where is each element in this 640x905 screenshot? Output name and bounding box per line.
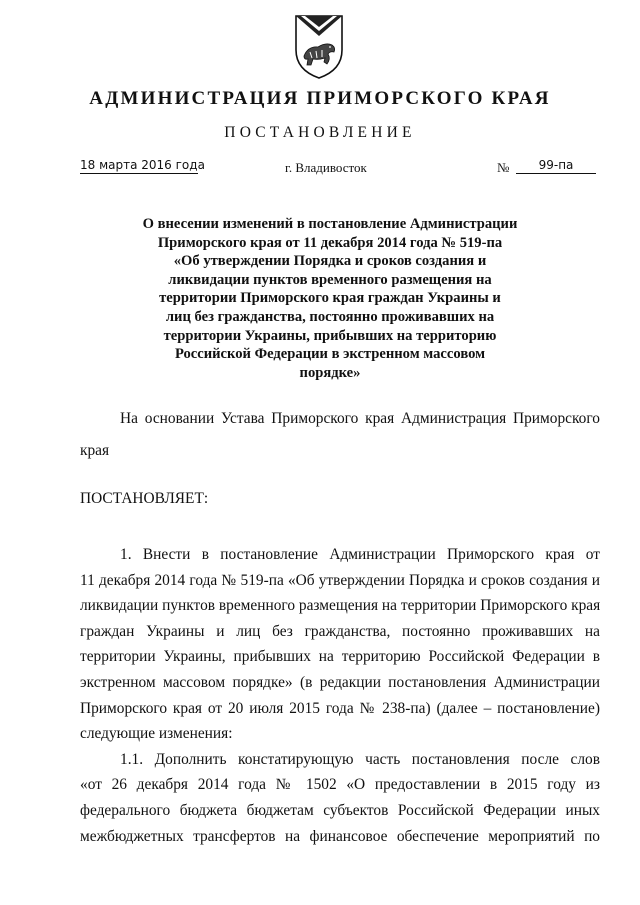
paragraph-line: Приморского края от 20 июля 2015 года № 238-па) (далее – постановление) [80, 699, 600, 717]
document-number-label: № [497, 160, 510, 175]
paragraph-line: 11 декабря 2014 года № 519-па «Об утверждении Порядка и сроков создания и [80, 571, 600, 589]
heading-line: ликвидации пунктов временного размещения на [168, 271, 492, 288]
paragraph-line: следующие изменения: [80, 725, 233, 743]
heading-line: территории Украины, прибывших на территорию [163, 327, 497, 344]
heading-line: Российской Федерации в экстренном массовом [174, 346, 486, 363]
paragraph-line: экстренном массовом порядке» (в редакции постановления Администрации [80, 673, 600, 691]
paragraph-line: 1.1. Дополнить констатирующую часть постановления после слов [120, 750, 600, 768]
resolution-text [80, 542, 600, 849]
basis-paragraph [80, 403, 600, 467]
document-city: г. Владивосток [285, 160, 367, 175]
document-number: 99-па [516, 158, 596, 174]
document-date: 18 марта 2016 года [80, 158, 205, 172]
paragraph-line: федерального бюджета бюджетам субъектов Российской Федерации иных [80, 801, 600, 819]
paragraph-line: края [80, 442, 110, 459]
document-heading [140, 215, 520, 382]
paragraph-line: ликвидации пунктов временного размещения на территории Приморского края [80, 597, 601, 615]
organization-title: АДМИНИСТРАЦИЯ ПРИМОРСКОГО КРАЯ [89, 88, 551, 109]
heading-line: «Об утверждении Порядка и сроков создания и [173, 253, 487, 270]
resolves-heading: ПОСТАНОВЛЯЕТ: [80, 490, 209, 507]
heading-line: территории Приморского края граждан Украины и [159, 290, 501, 307]
document-type: ПОСТАНОВЛЕНИЕ [224, 124, 416, 141]
paragraph-line: территории Украины, прибывших на территорию Российской Федерации в [80, 648, 600, 666]
paragraph-line: межбюджетных трансфертов на финансовое обеспечение мероприятий по [80, 827, 600, 845]
heading-line: Приморского края от 11 декабря 2014 года № 519-па [157, 234, 503, 251]
primorsky-krai-coat-of-arms-icon [292, 12, 346, 80]
paragraph-line: граждан Украины и лиц без гражданства, постоянно проживавших на [80, 622, 600, 640]
heading-line: О внесении изменений в постановление Администрации [142, 216, 518, 232]
heading-line: лиц без гражданства, постоянно проживавших на [165, 308, 495, 325]
paragraph-line: На основании Устава Приморского края Администрация Приморского [120, 410, 600, 427]
paragraph-line: 1. Внести в постановление Администрации Приморского края от [120, 546, 600, 563]
paragraph-line: «от 26 декабря 2014 года № 1502 «О предоставлении в 2015 году из [80, 776, 600, 794]
heading-line: порядке» [299, 364, 361, 381]
